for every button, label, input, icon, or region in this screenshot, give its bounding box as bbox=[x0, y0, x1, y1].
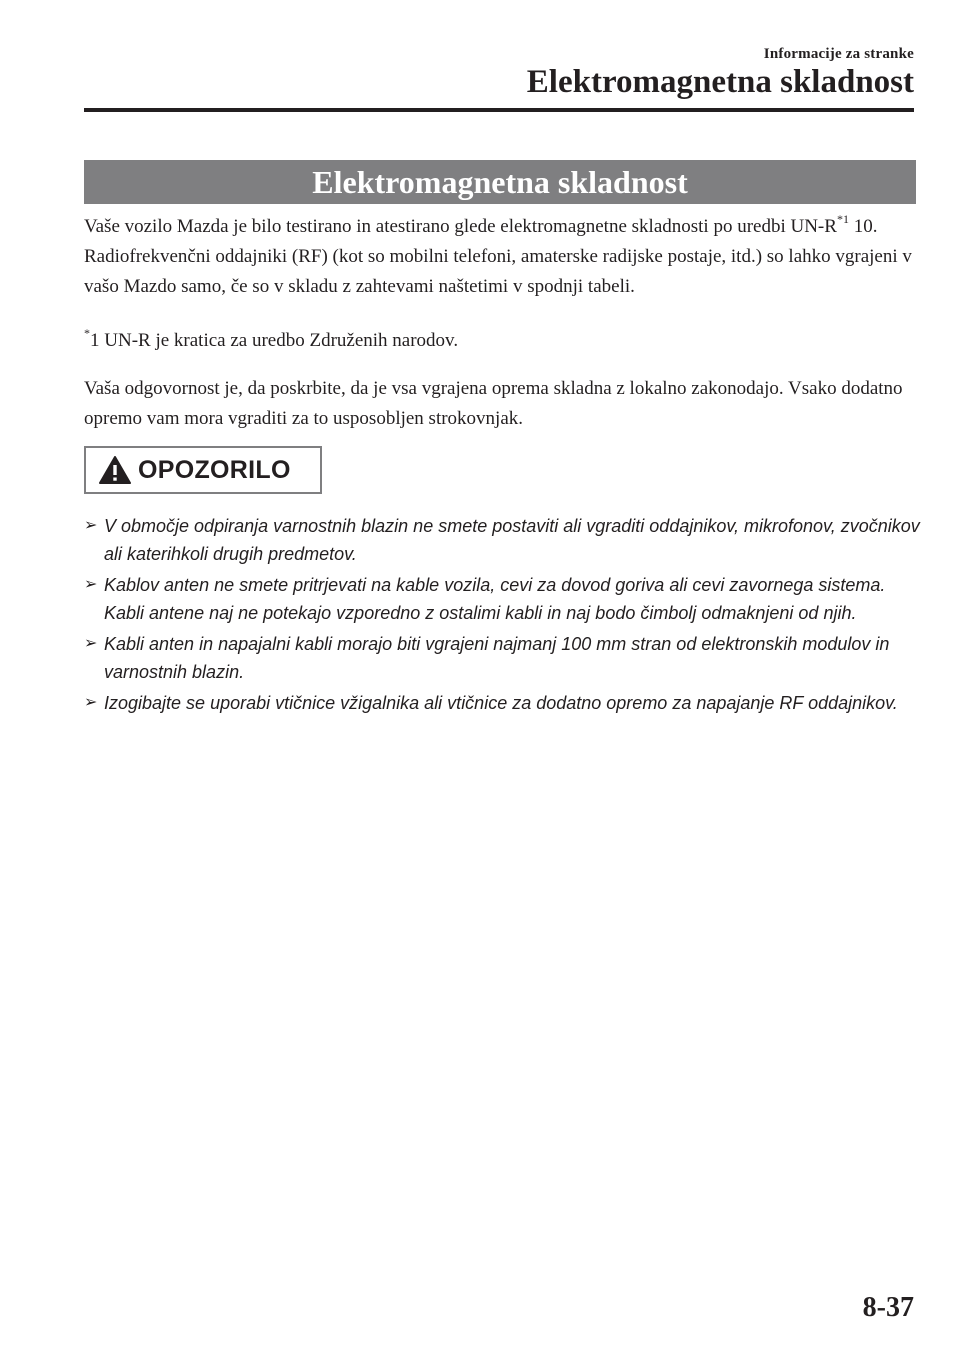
bullet-arrow-icon: ➢ bbox=[84, 694, 98, 711]
warning-text: Kabli anten in napajalni kabli morajo biti vgrajeni najmanj 100 mm stran od elektronskih modulov in varnostnih blazin. bbox=[104, 634, 890, 682]
chapter-title: Informacije za stranke bbox=[763, 46, 914, 62]
footnote-reference: *1 bbox=[836, 211, 849, 226]
footnote bbox=[84, 326, 920, 356]
page-section-title: Elektromagnetna skladnost bbox=[526, 64, 914, 100]
warning-list bbox=[84, 512, 920, 720]
bullet-arrow-icon: ➢ bbox=[84, 517, 98, 534]
intro-text-1: Vaše vozilo Mazda je bilo testirano in atestirano glede elektromagnetne skladnosti po uredbi UN-R bbox=[84, 216, 837, 237]
intro-paragraph bbox=[84, 212, 920, 302]
warning-item bbox=[84, 571, 920, 627]
warning-text: V območje odpiranja varnostnih blazin ne smete postaviti ali vgraditi oddajnikov, mikrofonov, zvočnikov ali katerihkoli drugih predmetov. bbox=[104, 516, 920, 564]
section-heading-bar bbox=[84, 160, 916, 204]
warning-item bbox=[84, 689, 920, 717]
page-number: 8-37 bbox=[862, 1292, 914, 1323]
warning-label: OPOZORILO bbox=[138, 455, 291, 484]
responsibility-paragraph: Vaša odgovornost je, da poskrbite, da je vsa vgrajena oprema skladna z lokalno zakonodajo. Vsako dodatno opremo vam mora vgraditi za to usposobljen strokovnjak. bbox=[84, 378, 903, 429]
warning-triangle-icon bbox=[98, 455, 132, 485]
bullet-arrow-icon: ➢ bbox=[84, 576, 98, 593]
footnote-mark: * bbox=[84, 325, 90, 340]
bullet-arrow-icon: ➢ bbox=[84, 635, 98, 652]
header-divider bbox=[84, 108, 914, 112]
warning-item bbox=[84, 512, 920, 568]
section-heading: Elektromagnetna skladnost bbox=[312, 163, 688, 200]
intro-text-2: 10. Radiofrekvenčni oddajniki (RF) (kot so mobilni telefoni, amaterske radijske postaje, itd.) so lahko vgrajeni v vašo Mazdo samo, če so v skladu z zahtevami naštetimi v spodnji tabeli. bbox=[84, 216, 912, 297]
footnote-text: 1 UN-R je kratica za uredbo Združenih narodov. bbox=[90, 330, 459, 351]
warning-item bbox=[84, 630, 920, 686]
warning-text: Kablov anten ne smete pritrjevati na kable vozila, cevi za dovod goriva ali cevi zavornega sistema. Kabli antene naj ne potekajo vzporedno z ostalimi kabli in naj bodo čimbolj odmaknjeni od njih. bbox=[104, 575, 886, 623]
warning-header-box bbox=[84, 446, 322, 494]
warning-text: Izogibajte se uporabi vtičnice vžigalnika ali vtičnice za dodatno opremo za napajanje RF oddajnikov. bbox=[104, 693, 898, 713]
